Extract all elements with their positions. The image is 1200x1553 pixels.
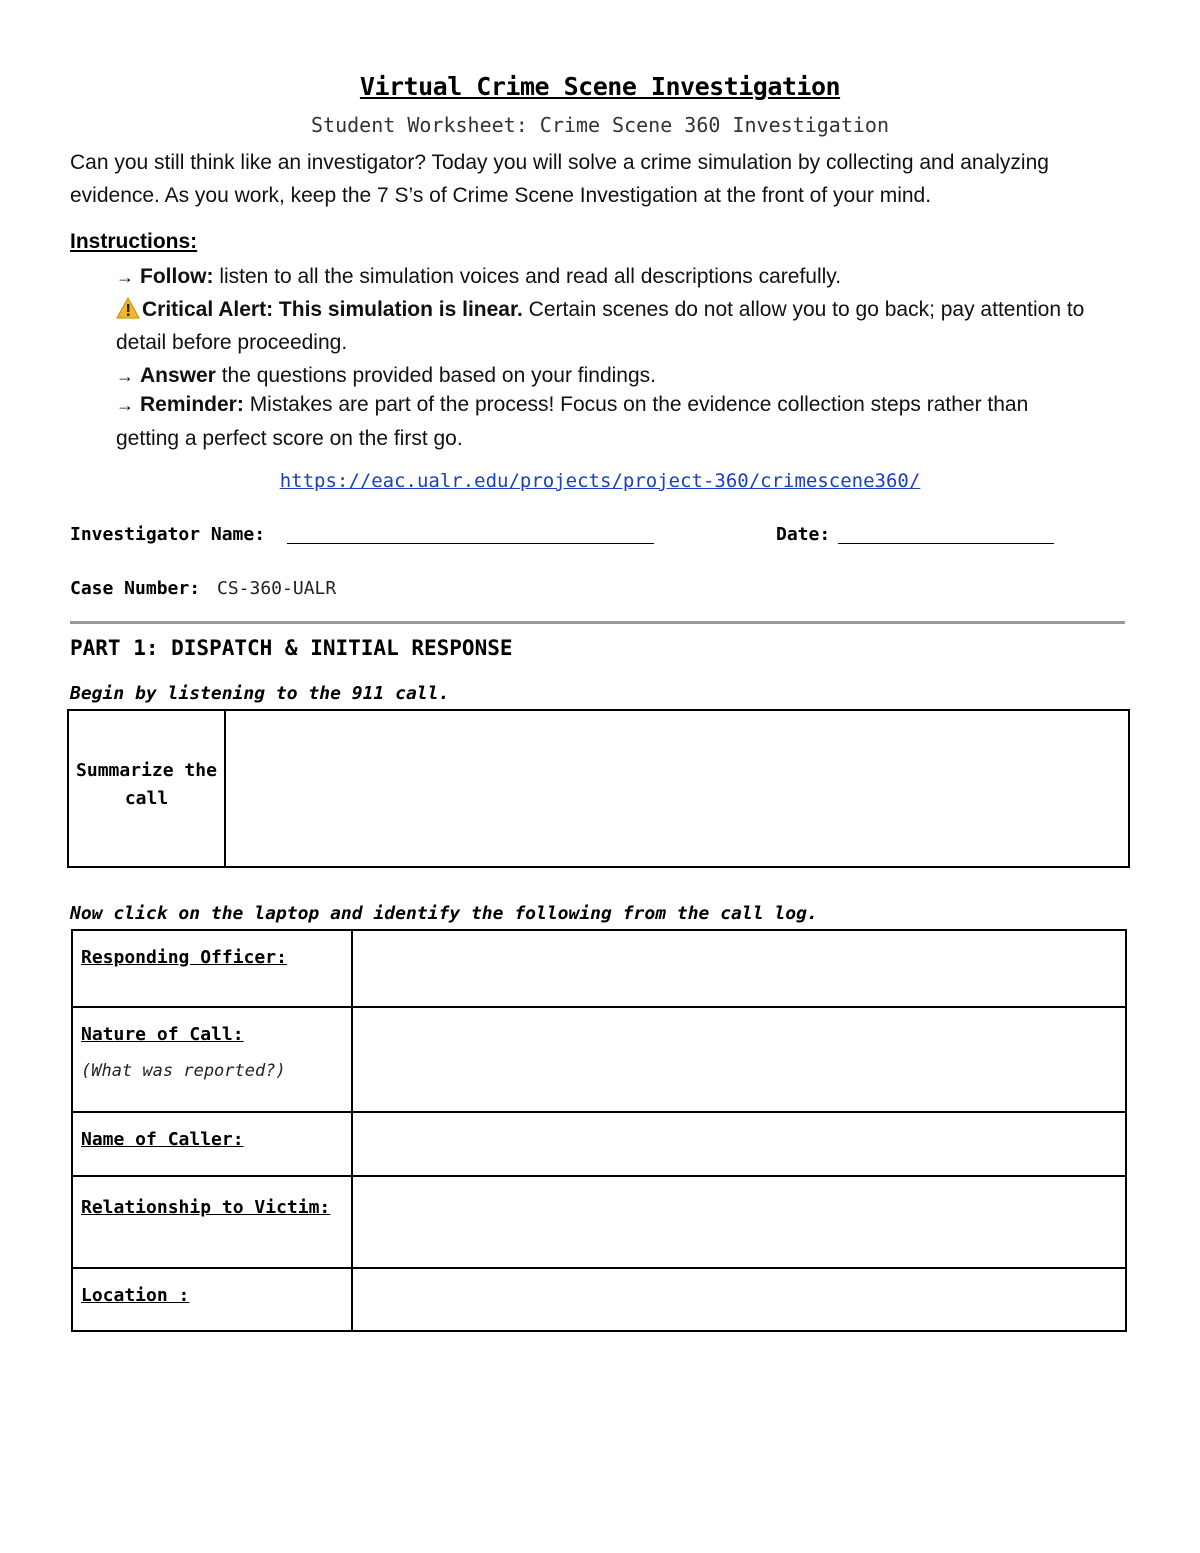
- row-label: Responding Officer:: [72, 930, 352, 1007]
- part1-prompt-laptop: Now click on the laptop and identify the following from the call log.: [70, 903, 818, 924]
- call-log-table: [71, 929, 1127, 1332]
- nature-of-call-field[interactable]: [352, 1007, 1126, 1112]
- date-field[interactable]: [838, 543, 1054, 544]
- summary-answer-field[interactable]: [226, 711, 1128, 866]
- row-label: Relationship to Victim:: [72, 1176, 352, 1268]
- row-label: Nature of Call: (What was reported?): [72, 1007, 352, 1112]
- arrow-icon: →: [116, 366, 134, 386]
- location-field[interactable]: [352, 1268, 1126, 1331]
- summary-label: Summarize the call: [76, 760, 217, 809]
- part1-prompt-911: Begin by listening to the 911 call.: [70, 683, 450, 704]
- relationship-field[interactable]: [352, 1176, 1126, 1268]
- part1-heading: PART 1: DISPATCH & INITIAL RESPONSE: [70, 636, 513, 660]
- table-row: [72, 1176, 1126, 1268]
- responding-officer-field[interactable]: [352, 930, 1126, 1007]
- instruction-item-follow: → Follow: listen to all the simulation voices and read all descriptions carefully.: [116, 260, 1146, 294]
- date-label: Date:: [776, 524, 831, 545]
- arrow-icon: →: [116, 395, 134, 415]
- page-title: Virtual Crime Scene Investigation: [359, 72, 841, 101]
- instructions-heading: Instructions:: [70, 230, 198, 253]
- simulation-link[interactable]: https://eac.ualr.edu/projects/project-360/crimescene360/: [279, 470, 921, 492]
- intro-paragraph: Can you still think like an investigator? Today you will solve a crime simulation by collecting and analyzing evidence. As you work, keep the 7 S’s of Crime Scene Investigation at the front of your mind.: [70, 151, 1049, 207]
- page-subtitle: Student Worksheet: Crime Scene 360 Investigation: [311, 113, 889, 137]
- warning-icon: [116, 296, 142, 318]
- investigator-name-label: Investigator Name:: [70, 524, 266, 545]
- section-divider: [70, 621, 1125, 624]
- case-number-label: Case Number:: [70, 578, 201, 599]
- instruction-item-critical-alert: Critical Alert: This simulation is linear. Certain scenes do not allow you to go back; pay attention to detail before proceeding.: [116, 298, 1085, 354]
- investigator-name-field[interactable]: [287, 543, 654, 544]
- table-row: [72, 1007, 1126, 1112]
- summary-box: [67, 709, 1130, 868]
- instruction-item-answer: → Answer the questions provided based on your findings.: [116, 359, 1146, 393]
- case-number-value: CS-360-UALR: [217, 578, 337, 599]
- caller-name-field[interactable]: [352, 1112, 1126, 1176]
- arrow-icon: →: [116, 267, 134, 287]
- row-label: Name of Caller:: [72, 1112, 352, 1176]
- table-row: [72, 930, 1126, 1007]
- instruction-item-reminder: → Reminder: Mistakes are part of the process! Focus on the evidence collection steps rather than getting a perfect score on the first go.: [116, 388, 1076, 455]
- table-row: [72, 1268, 1126, 1331]
- row-label: Location :: [72, 1268, 352, 1331]
- table-row: [72, 1112, 1126, 1176]
- row-hint: (What was reported?): [81, 1061, 286, 1081]
